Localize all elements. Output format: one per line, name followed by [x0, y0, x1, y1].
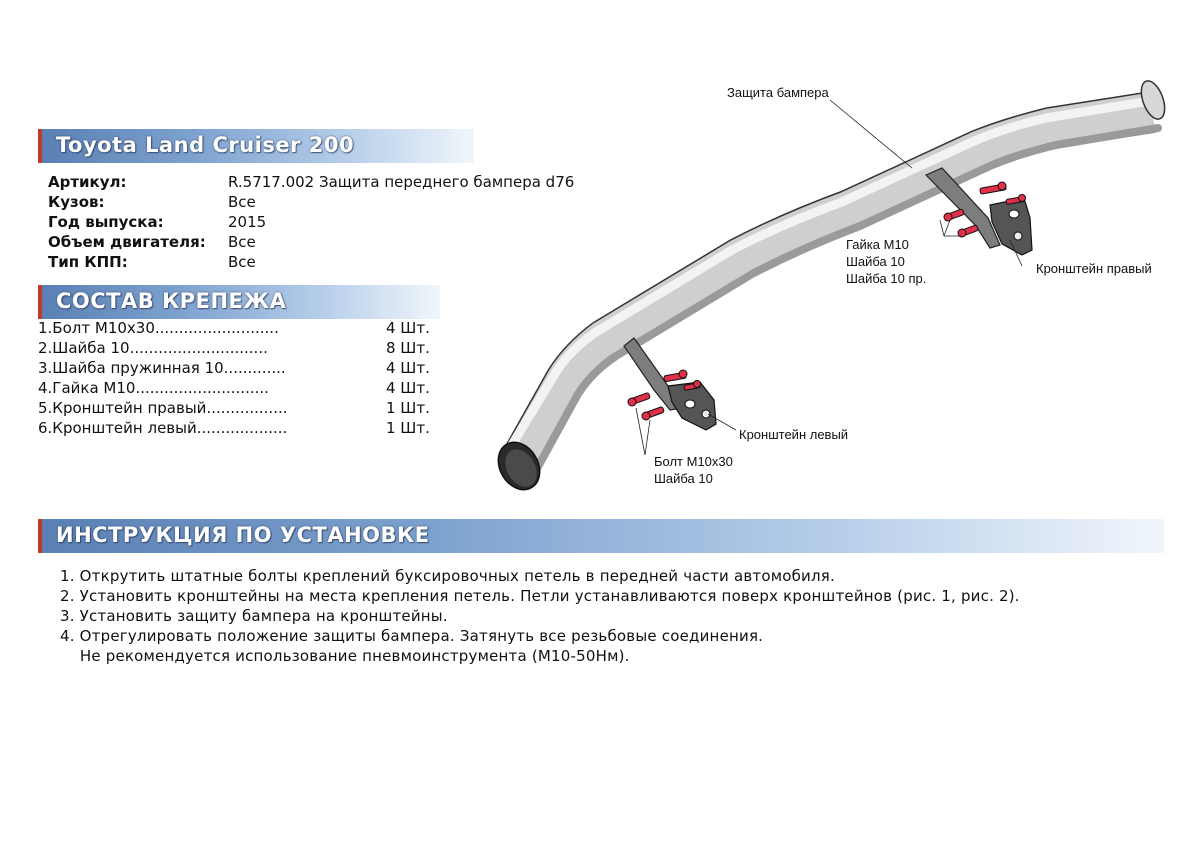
right-bracket-label: Кронштейн правый	[1036, 261, 1152, 276]
instruction-step: Не рекомендуется использование пневмоинструмента (М10-50Нм).	[60, 647, 630, 665]
instructions-banner	[38, 519, 1164, 553]
left-washer-label: Шайба 10	[654, 471, 713, 486]
spec-key: Артикул:	[48, 173, 127, 191]
bracket-right	[926, 168, 1032, 255]
spec-value: Все	[228, 233, 256, 251]
spec-key: Кузов:	[48, 193, 105, 211]
part-qty: 4 Шт.	[386, 359, 430, 377]
left-bracket-label: Кронштейн левый	[739, 427, 849, 442]
instruction-step: 2. Установить кронштейны на места крепления петель. Петли устанавливаются поверх кронштейнов (рис. 1, рис. 2).	[60, 587, 1020, 605]
spec-value: Все	[228, 253, 256, 271]
bolt-label: Болт М10х30	[654, 454, 733, 469]
page-title: Toyota Land Cruiser 200	[56, 133, 355, 157]
nut-label: Гайка М10	[846, 237, 909, 252]
part-name: 4.Гайка М10............................	[38, 379, 269, 397]
instruction-step: 3. Установить защиту бампера на кронштейны.	[60, 607, 448, 625]
bumper-label: Защита бампера	[727, 85, 829, 100]
part-qty: 1 Шт.	[386, 419, 430, 437]
part-name: 6.Кронштейн левый...................	[38, 419, 288, 437]
part-name: 5.Кронштейн правый.................	[38, 399, 288, 417]
instruction-step: 1. Открутить штатные болты креплений буксировочных петель в передней части автомобиля.	[60, 567, 835, 585]
washer-label: Шайба 10	[846, 254, 905, 269]
spec-key: Тип КПП:	[48, 253, 128, 271]
part-name: 2.Шайба 10.............................	[38, 339, 268, 357]
instruction-step: 4. Отрегулировать положение защиты бампера. Затянуть все резьбовые соединения.	[60, 627, 764, 645]
instructions-title: ИНСТРУКЦИЯ ПО УСТАНОВКЕ	[56, 523, 430, 547]
spring-washer-label: Шайба 10 пр.	[846, 271, 927, 286]
part-qty: 8 Шт.	[386, 339, 430, 357]
part-qty: 4 Шт.	[386, 379, 430, 397]
part-name: 3.Шайба пружинная 10.............	[38, 359, 286, 377]
spec-key: Объем двигателя:	[48, 233, 206, 251]
part-qty: 1 Шт.	[386, 399, 430, 417]
spec-value: 2015	[228, 213, 267, 231]
spec-value: Все	[228, 193, 256, 211]
fasteners-title: СОСТАВ КРЕПЕЖА	[56, 289, 287, 313]
part-qty: 4 Шт.	[386, 319, 430, 337]
part-name: 1.Болт М10х30..........................	[38, 319, 279, 337]
spec-key: Год выпуска:	[48, 213, 164, 231]
spec-value: R.5717.002 Защита переднего бампера d76	[228, 173, 575, 191]
